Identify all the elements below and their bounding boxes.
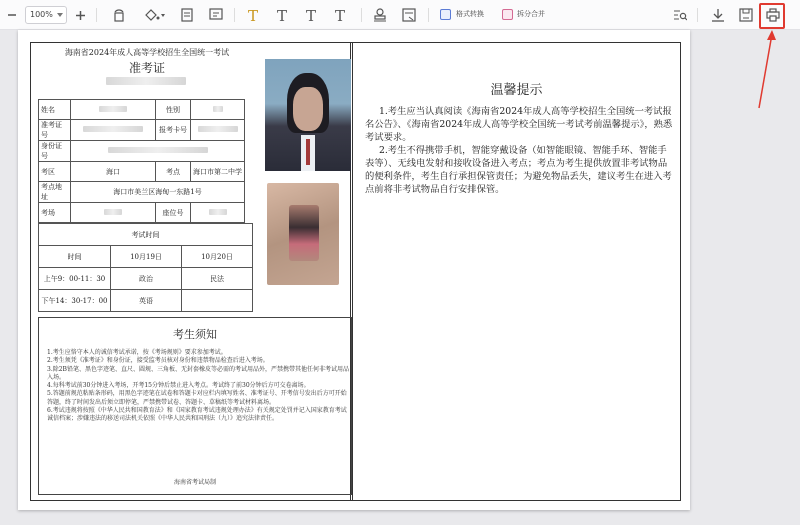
zoom-value: 100%	[30, 10, 53, 19]
tips-paragraph: 1.考生应当认真阅读《海南省2024年成人高等学校招生全国统一考试报名公告》、《海南省2024年成人高等学校全国统一考试考前温馨提示》，熟悉考试要求。	[365, 106, 673, 143]
time-cell: 民法	[182, 268, 253, 290]
split-merge-button[interactable]: 拆分合并	[517, 10, 545, 18]
cell-label: 性别	[156, 100, 191, 120]
time-cell: 上午9：00-11：30	[39, 268, 111, 290]
time-header: 10月20日	[182, 246, 253, 268]
notice-item: 2.考生须凭《准考证》和身份证，接受监考员核对身份和违禁物品检查后进入考场。	[47, 357, 269, 365]
time-cell: 英语	[111, 290, 182, 312]
cell-label: 姓名	[39, 100, 71, 120]
time-cell: 下午14：30-17：00	[39, 290, 111, 312]
cell-label: 身份证号	[39, 141, 71, 162]
cell-label: 考点地址	[39, 182, 71, 203]
text-underline-button[interactable]: T	[335, 7, 346, 25]
cell-label: 考点	[156, 162, 191, 182]
tips-paragraph: 2.考生不得携带手机，智能穿戴设备（如智能眼镜、智能手环、智能手表等）、无线电发射和接收设备进入考点；考点为考生提供放置非考试物品的便利条件，考生自行承担保管责任；为避免物品丢失，建议考生在进入考点前将非考试物品自行安排保管。	[365, 145, 672, 195]
format-convert-button[interactable]: 格式转换	[456, 10, 484, 18]
cell-value: 海口	[71, 162, 156, 182]
text-strikethrough-button[interactable]: T	[306, 7, 317, 25]
text-button[interactable]: T	[277, 7, 288, 25]
card-header: 海南省2024年成人高等学校招生全国统一考试	[64, 48, 230, 57]
cell-label: 考区	[39, 162, 71, 182]
notice-item: 3.除2B铅笔、黑色字迹笔、直尺、圆规、三角板、无封套橡皮等必需的考试用品外，严禁携带其他任何非考试用品入场。	[47, 365, 349, 381]
tips-title: 温馨提示	[490, 83, 543, 98]
notice-item: 5.答题前规范粘贴条形码，用黑色字迹笔在试卷和答题卡对应栏内填写姓名、准考证号、开考信号发出后方可开始答题，终了时间发出后须立即停笔，严禁携带试卷、答题卡、草稿纸等考试材料离场。	[47, 390, 347, 406]
cell-label: 考场	[39, 203, 71, 223]
time-cell: 政治	[111, 268, 182, 290]
notice-item: 4.每科考试前30分钟进入考场，开考15分钟后禁止进入考点。考试终了前30分钟后方可交卷离场。	[47, 382, 310, 390]
notice-item: 1.考生应恪守本人的诚信考试承诺，按《考场规则》要求参加考试。	[47, 349, 227, 356]
cell-value: 海口市第二中学	[191, 162, 245, 182]
cell-label: 报考卡号	[156, 120, 191, 141]
time-header: 10月19日	[111, 246, 182, 268]
cell-label: 准考证号	[39, 120, 71, 141]
cell-value: 海口市美兰区海甸一东路1号	[71, 182, 245, 203]
card-title: 准考证	[128, 61, 165, 75]
text-highlight-button[interactable]: T	[248, 7, 259, 25]
notice-item: 6.考试违规将按照《中华人民共和国教育法》和《国家教育考试违规处理办法》有关规定处罚并记入国家教育考试诚信档案；涉嫌违法的移送司法机关依照《中华人民共和国刑法（九）》追究法律责任。	[47, 407, 347, 423]
cell-label: 座位号	[156, 203, 191, 223]
time-header: 时间	[39, 246, 111, 268]
notice-footer: 海南省考试局制	[173, 479, 216, 486]
time-table-title: 考试时间	[39, 224, 253, 246]
notice-title: 考生须知	[173, 328, 217, 341]
